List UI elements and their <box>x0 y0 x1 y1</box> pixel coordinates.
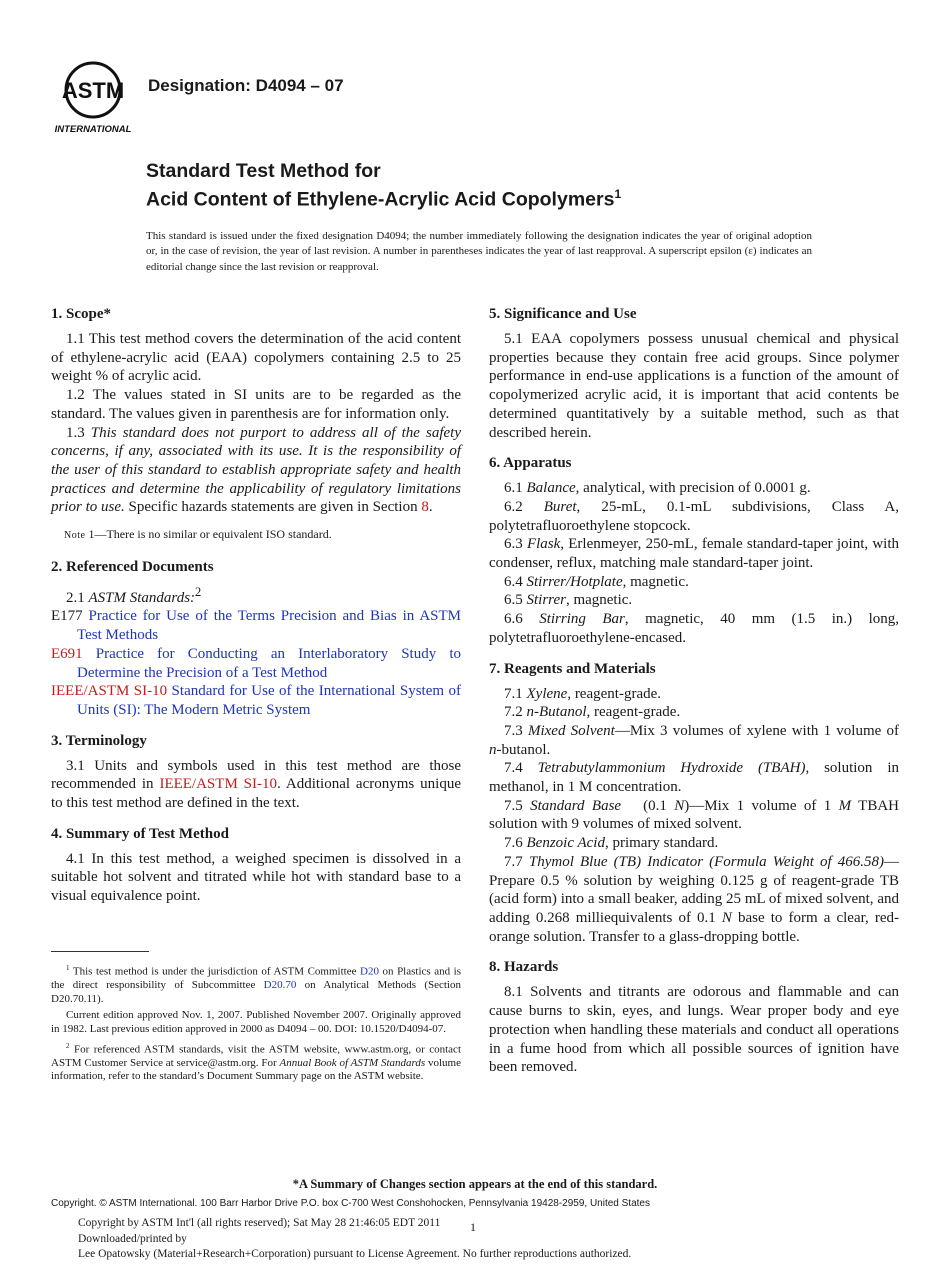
scope-1-2: 1.2 The values stated in SI units are to be regarded as the standard. The values given in parenthesis are for information only. <box>51 387 461 422</box>
right-column <box>489 305 899 1089</box>
apparatus-item: 6.5 Stirrer, magnetic. <box>504 592 633 609</box>
copyright-line: Copyright. © ASTM International. 100 Barr Harbor Drive P.O. box C-700 West Conshohocken, Pennsylvania 19428-2959, United States <box>51 1198 650 1209</box>
apparatus-item: 6.1 Balance, analytical, with precision of 0.0001 g. <box>504 480 811 497</box>
referenced-heading: 2. Referenced Documents <box>51 558 214 575</box>
hazards-heading: 8. Hazards <box>489 959 559 976</box>
significance-heading: 5. Significance and Use <box>489 306 637 322</box>
designation: Designation: D4094 – 07 <box>148 76 344 95</box>
section-reagents <box>489 660 899 947</box>
title-line-1: Standard Test Method for <box>146 160 381 182</box>
footnote-2: $^2$ For referenced ASTM standards, visit the ASTM website, www.astm.org, or contact ASTM Customer Service at service@astm.org. For Annual Book of ASTM Standards volume information, refer to the standard’s Document Summary page on the ASTM website. <box>51 1041 461 1083</box>
footnote-1-edition: Current edition approved Nov. 1, 2007. Published November 2007. Originally approved in 1982. Last previous edition approved in 2000 as D4094 – 00. DOI: 10.1520/D4094-07. <box>51 1009 461 1036</box>
terminology-heading: 3. Terminology <box>51 732 147 749</box>
footnote-1: $^1$ This test method is under the jurisdiction of ASTM Committee D20 on Plastics and is the direct responsibility of Subcommittee D20.70 on Analytical Methods (Section D20.70.11). <box>51 964 461 1005</box>
apparatus-item: 6.2 Buret, 25-mL, 0.1-mL subdivisions, Class A, polytetrafluoroethylene stopcock. <box>489 498 899 534</box>
note-1: Note 1—There is no similar or equivalent ISO standard. <box>64 527 332 542</box>
section-8-link[interactable]: 8 <box>421 499 429 516</box>
section-significance <box>489 305 899 442</box>
summary-4-1: 4.1 In this test method, a weighed specimen is dissolved in a suitable hot solvent and titrated while hot with standard base to a visual equivalence point. <box>51 850 461 905</box>
si10-link[interactable]: IEEE/ASTM SI-10 <box>159 776 278 793</box>
reagent-7-2: 7.2 n-Butanol, reagent-grade. <box>504 704 681 721</box>
title-footnote-mark[interactable]: 1 <box>614 187 622 201</box>
section-apparatus <box>489 454 899 647</box>
reagent-7-3: 7.3 Mixed Solvent—Mix 3 volumes of xylene with 1 volume of n-butanol. <box>489 722 899 758</box>
reference-e691[interactable]: E691 Practice for Conducting an Interlaboratory Study to Determine the Precision of a Test Method <box>51 645 461 681</box>
apparatus-item: 6.3 Flask, Erlenmeyer, 250-mL, female standard-taper joint, with condenser, reflux, matching male standard-taper joint. <box>489 536 900 572</box>
astm-logo <box>51 60 135 136</box>
license-block <box>78 1216 631 1263</box>
license-line-1: Copyright by ASTM Int'l (all rights reserved); Sat May 28 21:46:05 EDT 2011 <box>78 1217 441 1229</box>
d20-70-link[interactable]: D20.70 <box>263 979 297 992</box>
left-column <box>51 305 461 918</box>
hazards-8-1: 8.1 Solvents and titrants are odorous and flammable and can cause burns to skin, eyes, and lungs. Wear proper body and eye protection when handling these materials and conduct all operations in a fume hood from which all possible sources of ignition have been removed. <box>489 984 899 1076</box>
scope-heading: 1. Scope* <box>51 306 111 322</box>
license-line-2: Downloaded/printed by <box>78 1232 187 1245</box>
section-scope <box>51 305 461 546</box>
reagent-7-1: 7.1 Xylene, reagent-grade. <box>504 685 662 702</box>
summary-of-changes-note: *A Summary of Changes section appears at the end of this standard. <box>292 1177 658 1191</box>
scope-1-1: 1.1 This test method covers the determination of the acid content of ethylene-acrylic acid (EAA) copolymers containing 2.5 to 25 weight % of acrylic acid. <box>51 331 461 385</box>
reference-si10[interactable]: IEEE/ASTM SI-10 Standard for Use of the International System of Units (SI): The Modern Metric System <box>51 683 461 718</box>
section-referenced-documents <box>51 558 461 720</box>
section-hazards <box>489 958 899 1077</box>
reagent-7-4: 7.4 Tetrabutylammonium Hydroxide (TBAH), solution in methanol, in 1 M concentration. <box>489 760 899 796</box>
apparatus-item: 6.4 Stirrer/Hotplate, magnetic. <box>504 573 689 590</box>
intro-paragraph: This standard is issued under the fixed designation D4094; the number immediately following the designation indicates the year of original adoption or, in the case of revision, the year of last revision. A number in parentheses indicates the year of last reapproval. A superscript epsilon (ε) indicates an editorial change since the last revision or reapproval. <box>146 230 812 273</box>
title-line-2: Acid Content of Ethylene-Acrylic Acid Copolymers$^1$ <box>146 187 622 211</box>
reference-e177[interactable]: E177 Practice for Use of the Terms Precision and Bias in ASTM Test Methods <box>51 608 461 644</box>
scope-1-3: 1.3 This standard does not purport to address all of the safety concerns, if any, associated with its use. It is the responsibility of the user of this standard to establish appropriate safety and health practices and determine the applicability of regulatory limitations prior to use. Specific hazards statements are given in Section 8. <box>51 424 461 516</box>
apparatus-heading: 6. Apparatus <box>489 455 572 472</box>
apparatus-item: 6.6 Stirring Bar, magnetic, 40 mm (1.5 in.) long, polytetrafluoroethylene-encased. <box>489 611 899 646</box>
page-number: 1 <box>470 1220 476 1234</box>
license-line-3: Lee Opatowsky (Material+Research+Corporation) pursuant to License Agreement. No further reproductions authorized. <box>78 1248 632 1260</box>
reagent-7-6: 7.6 Benzoic Acid, primary standard. <box>504 835 719 852</box>
section-summary <box>51 825 461 906</box>
footnote-divider <box>51 951 149 952</box>
reagent-7-5: 7.5 Standard Base (0.1 N)—Mix 1 volume of 1 M TBAH solution with 9 volumes of mixed solvent. <box>489 797 899 833</box>
footnotes <box>51 962 461 1087</box>
reagents-heading: 7. Reagents and Materials <box>489 660 656 677</box>
terminology-3-1: 3.1 Units and symbols used in this test method are those recommended in IEEE/ASTM SI-10. Additional acronyms unique to this test method are defined in the text. <box>51 757 461 812</box>
d20-link[interactable]: D20 <box>360 965 379 978</box>
summary-heading: 4. Summary of Test Method <box>51 825 229 842</box>
reagent-7-7: 7.7 Thymol Blue (TB) Indicator (Formula Weight of 466.58)—Prepare 0.5 % solution by weighing 0.125 g of reagent-grade TB (acid form) into a small beaker, adding 25 mL of mixed solvent, and adding 0.268 milliequivalents of 0.1 N base to form a clear, red-orange solution. Transfer to a glass-dropping bottle. <box>489 853 900 945</box>
significance-5-1: 5.1 EAA copolymers possess unusual chemical and physical properties because they contain free acid groups. Since polymer performance in end-use applications is a function of the amount of copolymerized acrylic acid, it is important that acid contents be determined quantitatively by a suitable method, such as that described herein. <box>489 331 899 441</box>
referenced-2-1: 2.1 ASTM Standards:$^2$ <box>66 584 202 606</box>
logo-subtext: INTERNATIONAL <box>54 124 132 135</box>
logo-text: ASTM <box>61 78 125 103</box>
section-terminology <box>51 732 461 813</box>
page-title <box>146 160 621 212</box>
